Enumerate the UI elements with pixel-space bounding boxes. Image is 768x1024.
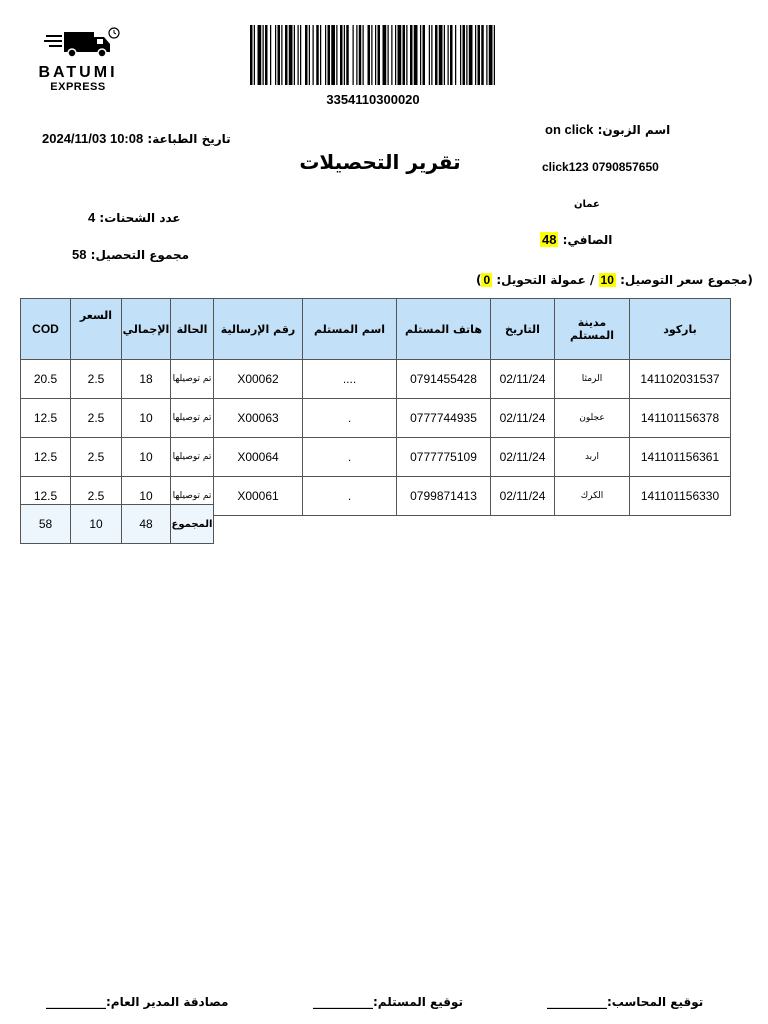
cell-cod: 20.5 — [21, 360, 71, 399]
barcode-bar — [289, 25, 293, 85]
cell-date: 02/11/24 — [491, 399, 555, 438]
col-recipient-city: مدينة المستلم — [555, 299, 630, 360]
company-logo — [30, 26, 126, 98]
barcode-bar — [309, 25, 310, 85]
cell-cod: 12.5 — [21, 477, 71, 516]
barcode-bar — [378, 25, 381, 85]
cell-total: 10 — [122, 477, 171, 516]
cell-date: 02/11/24 — [491, 477, 555, 516]
totals-table — [20, 504, 214, 544]
cell-cod: 12.5 — [21, 438, 71, 477]
table-row — [21, 438, 731, 477]
barcode-bar — [450, 25, 453, 85]
cell-barcode: 141101156378 — [630, 399, 731, 438]
total-amount: 48 — [122, 505, 171, 544]
delivery-prefix: (مجموع سعر التوصيل: — [620, 273, 753, 287]
barcode-bar — [320, 25, 321, 85]
barcode-bar — [346, 25, 349, 85]
delivery-truck-icon — [44, 26, 124, 62]
customer-phone: 0790857650 click123 — [542, 160, 659, 174]
cell-barcode: 141102031537 — [630, 360, 731, 399]
barcode-bar — [481, 25, 484, 85]
barcode-bar — [328, 25, 331, 85]
col-recipient-name: اسم المستلم — [303, 299, 397, 360]
table-row — [21, 399, 731, 438]
barcode-bar — [356, 25, 357, 85]
collection-label: مجموع التحصيل: — [90, 248, 190, 262]
barcode-bar — [489, 25, 493, 85]
barcode-bar — [294, 25, 295, 85]
barcode-bar — [391, 25, 392, 85]
barcode-bar — [455, 25, 456, 85]
barcode-bar — [258, 25, 262, 85]
delivery-summary — [476, 273, 753, 287]
collections-table — [20, 298, 731, 516]
cell-status: تم توصيلها — [171, 360, 214, 399]
cell-status: تم توصيلها — [171, 399, 214, 438]
barcode-bar — [359, 25, 362, 85]
customer-label: اسم الزبون: — [597, 123, 671, 137]
cell-shipment-no: X00063 — [214, 399, 303, 438]
net-label: الصافي: — [562, 233, 613, 247]
cell-date: 02/11/24 — [491, 360, 555, 399]
cell-recipient-city: الكرك — [555, 477, 630, 516]
barcode-bar — [331, 25, 335, 85]
barcode-bar — [371, 25, 372, 85]
barcode-bar — [368, 25, 371, 85]
cell-recipient-name: . — [303, 438, 397, 477]
barcode-bar — [444, 25, 445, 85]
barcode-bar — [265, 25, 268, 85]
barcode-bar — [429, 25, 430, 85]
page-title: تقرير التحصيلات — [299, 150, 461, 174]
logo-subname: EXPRESS — [50, 81, 106, 93]
collection-total — [72, 247, 189, 262]
delivery-value: 10 — [600, 273, 614, 287]
cell-recipient-name: . — [303, 399, 397, 438]
col-recipient-phone: هاتف المستلم — [397, 299, 491, 360]
net-amount — [540, 232, 612, 247]
barcode-bar — [305, 25, 308, 85]
barcode-bar — [478, 25, 481, 85]
collection-value: 58 — [72, 247, 87, 262]
print-date-label: تاريخ الطباعة: — [147, 132, 231, 146]
cell-status: تم توصيلها — [171, 477, 214, 516]
barcode-bar — [298, 25, 299, 85]
cell-barcode: 141101156330 — [630, 477, 731, 516]
print-date-value: 2024/11/03 10:08 — [42, 131, 144, 146]
barcode-bar — [336, 25, 337, 85]
logo-name: BATUMI — [38, 64, 118, 81]
print-date — [42, 131, 231, 146]
cell-cod: 12.5 — [21, 399, 71, 438]
total-price: 10 — [71, 505, 122, 544]
shipments-label: عدد الشحنات: — [99, 211, 181, 225]
cell-price: 2.5 — [71, 360, 122, 399]
barcode-bar — [439, 25, 443, 85]
col-shipment-no: رقم الإرسالية — [214, 299, 303, 360]
cell-shipment-no: X00062 — [214, 360, 303, 399]
barcode-bar — [469, 25, 473, 85]
barcode-bar — [423, 25, 426, 85]
barcode-bar — [375, 25, 376, 85]
barcode-bar — [435, 25, 438, 85]
cell-total: 18 — [122, 360, 171, 399]
commission-value: 0 — [483, 273, 491, 287]
barcode-bar — [403, 25, 406, 85]
barcode-bar — [466, 25, 467, 85]
cell-price: 2.5 — [71, 399, 122, 438]
totals-row — [21, 505, 214, 544]
total-cod: 58 — [21, 505, 71, 544]
cell-shipment-no: X00064 — [214, 438, 303, 477]
cell-total: 10 — [122, 399, 171, 438]
barcode-bar — [395, 25, 396, 85]
customer-name — [545, 122, 670, 137]
customer-value: on click — [545, 122, 594, 137]
barcode-bar — [463, 25, 466, 85]
barcode-bar — [300, 25, 301, 85]
barcode-bar — [398, 25, 402, 85]
barcode-bar — [313, 25, 314, 85]
shipments-count — [88, 210, 181, 225]
accountant-signature: توقيع المحاسب:__________ — [547, 995, 704, 1009]
col-barcode: باركود — [630, 299, 731, 360]
customer-city: عمان — [574, 199, 600, 210]
cell-recipient-phone: 0777775109 — [397, 438, 491, 477]
barcode-bar — [340, 25, 343, 85]
barcode-image — [250, 25, 496, 85]
table-row — [21, 360, 731, 399]
barcode-bar — [414, 25, 418, 85]
cell-date: 02/11/24 — [491, 438, 555, 477]
cell-recipient-city: الرمثا — [555, 360, 630, 399]
barcode-bar — [263, 25, 264, 85]
barcode-bar — [278, 25, 281, 85]
barcode-bar — [270, 25, 271, 85]
barcode-bar — [494, 25, 495, 85]
barcode-bar — [353, 25, 354, 85]
barcode-bar — [344, 25, 345, 85]
barcode-bar — [285, 25, 288, 85]
barcode-bar — [406, 25, 407, 85]
barcode-bar — [383, 25, 387, 85]
col-total: الإجمالي — [122, 299, 171, 360]
barcode-bar — [275, 25, 276, 85]
barcode-bar — [460, 25, 461, 85]
cell-status: تم توصيلها — [171, 438, 214, 477]
manager-approval: مصادقة المدير العام:__________ — [46, 995, 229, 1009]
barcode-bar — [250, 25, 253, 85]
recipient-signature: توقيع المستلم:__________ — [313, 995, 464, 1009]
barcode-bar — [254, 25, 255, 85]
barcode-bar — [388, 25, 389, 85]
barcode-bar — [448, 25, 449, 85]
barcode-bar — [325, 25, 326, 85]
col-date: التاريخ — [491, 299, 555, 360]
barcode-bar — [420, 25, 421, 85]
table-header-row — [21, 299, 731, 360]
cell-recipient-name: .... — [303, 360, 397, 399]
net-value: 48 — [542, 232, 557, 247]
cell-total: 10 — [122, 438, 171, 477]
cell-recipient-city: اربد — [555, 438, 630, 477]
col-status: الحالة — [171, 299, 214, 360]
barcode-bar — [486, 25, 487, 85]
cell-barcode: 141101156361 — [630, 438, 731, 477]
barcode-bar — [475, 25, 476, 85]
delivery-mid: / عمولة التحويل: — [496, 273, 595, 287]
barcode-number: 3354110300020 — [326, 92, 420, 107]
cell-price: 2.5 — [71, 477, 122, 516]
barcode-bar — [281, 25, 282, 85]
delivery-suffix: ) — [476, 273, 482, 287]
cell-recipient-name: . — [303, 477, 397, 516]
cell-shipment-no: X00061 — [214, 477, 303, 516]
cell-recipient-city: عجلون — [555, 399, 630, 438]
barcode-bar — [316, 25, 319, 85]
totals-label: المجموع — [171, 505, 214, 544]
cell-recipient-phone: 0799871413 — [397, 477, 491, 516]
cell-price: 2.5 — [71, 438, 122, 477]
barcode-bar — [363, 25, 364, 85]
barcode-bar — [410, 25, 413, 85]
barcode-bar — [431, 25, 432, 85]
col-cod: COD — [21, 299, 71, 360]
shipments-value: 4 — [88, 210, 96, 225]
col-price: السعر — [71, 299, 122, 360]
cell-recipient-phone: 0777744935 — [397, 399, 491, 438]
cell-recipient-phone: 0791455428 — [397, 360, 491, 399]
